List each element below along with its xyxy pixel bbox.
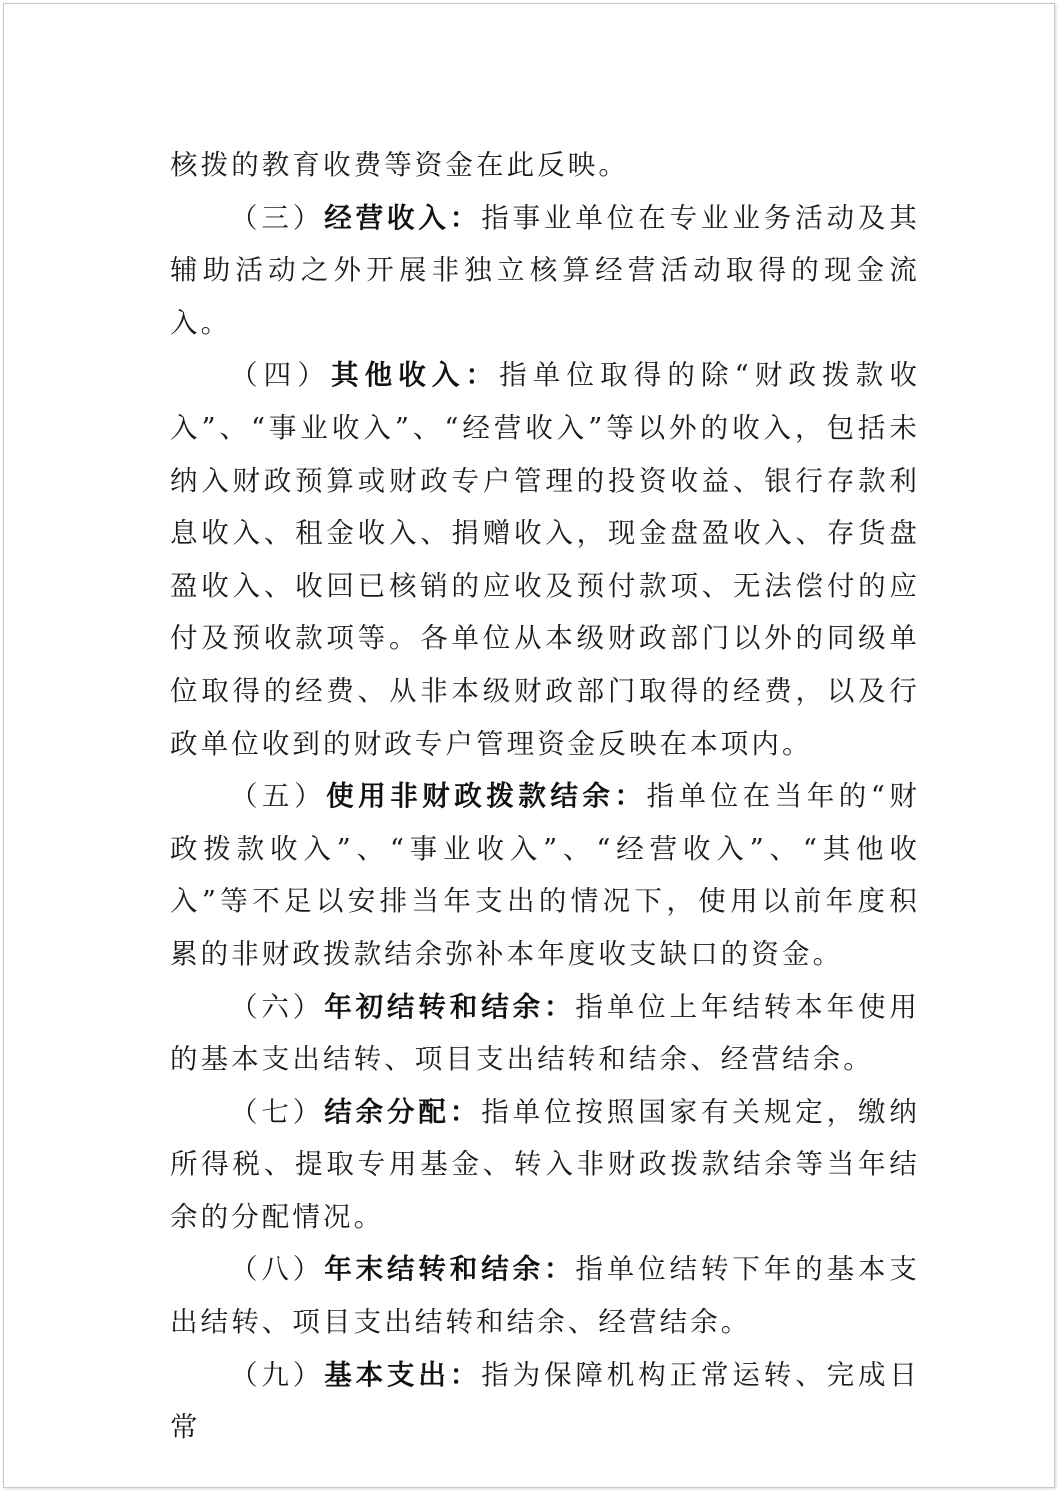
- term-heading: 其他收入：: [330, 359, 500, 392]
- term-heading: 年初结转和结余：: [324, 990, 576, 1023]
- item-number: （五）: [230, 780, 327, 813]
- paragraph-basic-expenditure: [170, 1349, 920, 1454]
- document-page: [3, 3, 1055, 1488]
- item-number: （九）: [230, 1358, 325, 1391]
- item-number: （三）: [230, 201, 325, 234]
- paragraph-text: 指单位在当年的“财政拨款收入”、“事业收入”、“经营收入”、“其他收入”等不足以安排当年支出的情况下，使用以前年度积累的非财政拨款结余弥补本年度收支缺口的资金。: [170, 780, 920, 970]
- item-number: （七）: [230, 1095, 325, 1128]
- item-number: （四）: [230, 359, 331, 392]
- item-number: （六）: [230, 990, 325, 1023]
- paragraph-surplus-distribution: [170, 1086, 920, 1244]
- paragraph-text: 指单位结转下年的基本支出结转、项目支出结转和结余、经营结余。: [170, 1253, 920, 1339]
- paragraph-text: 指事业单位在专业业务活动及其辅助活动之外开展非独立核算经营活动取得的现金流入。: [170, 201, 920, 339]
- term-heading: 经营收入：: [324, 201, 482, 234]
- document-body: [170, 139, 920, 1454]
- paragraph-text: 指单位上年结转本年使用的基本支出结转、项目支出结转和结余、经营结余。: [170, 990, 920, 1076]
- term-heading: 年末结转和结余：: [324, 1253, 576, 1286]
- item-number: （八）: [230, 1253, 325, 1286]
- paragraph-text: 核拨的教育收费等资金在此反映。: [170, 149, 629, 181]
- paragraph-year-end-carryover: [170, 1243, 920, 1348]
- paragraph-text: 指单位取得的除“财政拨款收入”、“事业收入”、“经营收入”等以外的收入，包括未纳入财政预算或财政专户管理的投资收益、银行存款利息收入、租金收入、捐赠收入，现金盘盈收入、存货盘盈收入、收回已核销的应收及预付款项、无法偿付的应付及预收款项等。各单位从本级财政部门以外的同级单位取得的经费、从非本级财政部门取得的经费，以及行政单位收到的财政专户管理资金反映在本项内。: [170, 359, 921, 760]
- paragraph-beginning-carryover: [170, 981, 920, 1086]
- paragraph-operating-income: [170, 192, 920, 350]
- term-heading: 使用非财政拨款结余：: [326, 780, 647, 813]
- term-heading: 基本支出：: [324, 1358, 482, 1391]
- paragraph-continuation: [170, 139, 920, 192]
- paragraph-other-income: [170, 349, 920, 770]
- paragraph-non-fiscal-surplus: [170, 770, 920, 980]
- paragraph-text: 指单位按照国家有关规定，缴纳所得税、提取专用基金、转入非财政拨款结余等当年结余的分配情况。: [170, 1095, 920, 1233]
- paragraph-text: 指为保障机构正常运转、完成日常: [170, 1358, 920, 1444]
- term-heading: 结余分配：: [324, 1095, 482, 1128]
